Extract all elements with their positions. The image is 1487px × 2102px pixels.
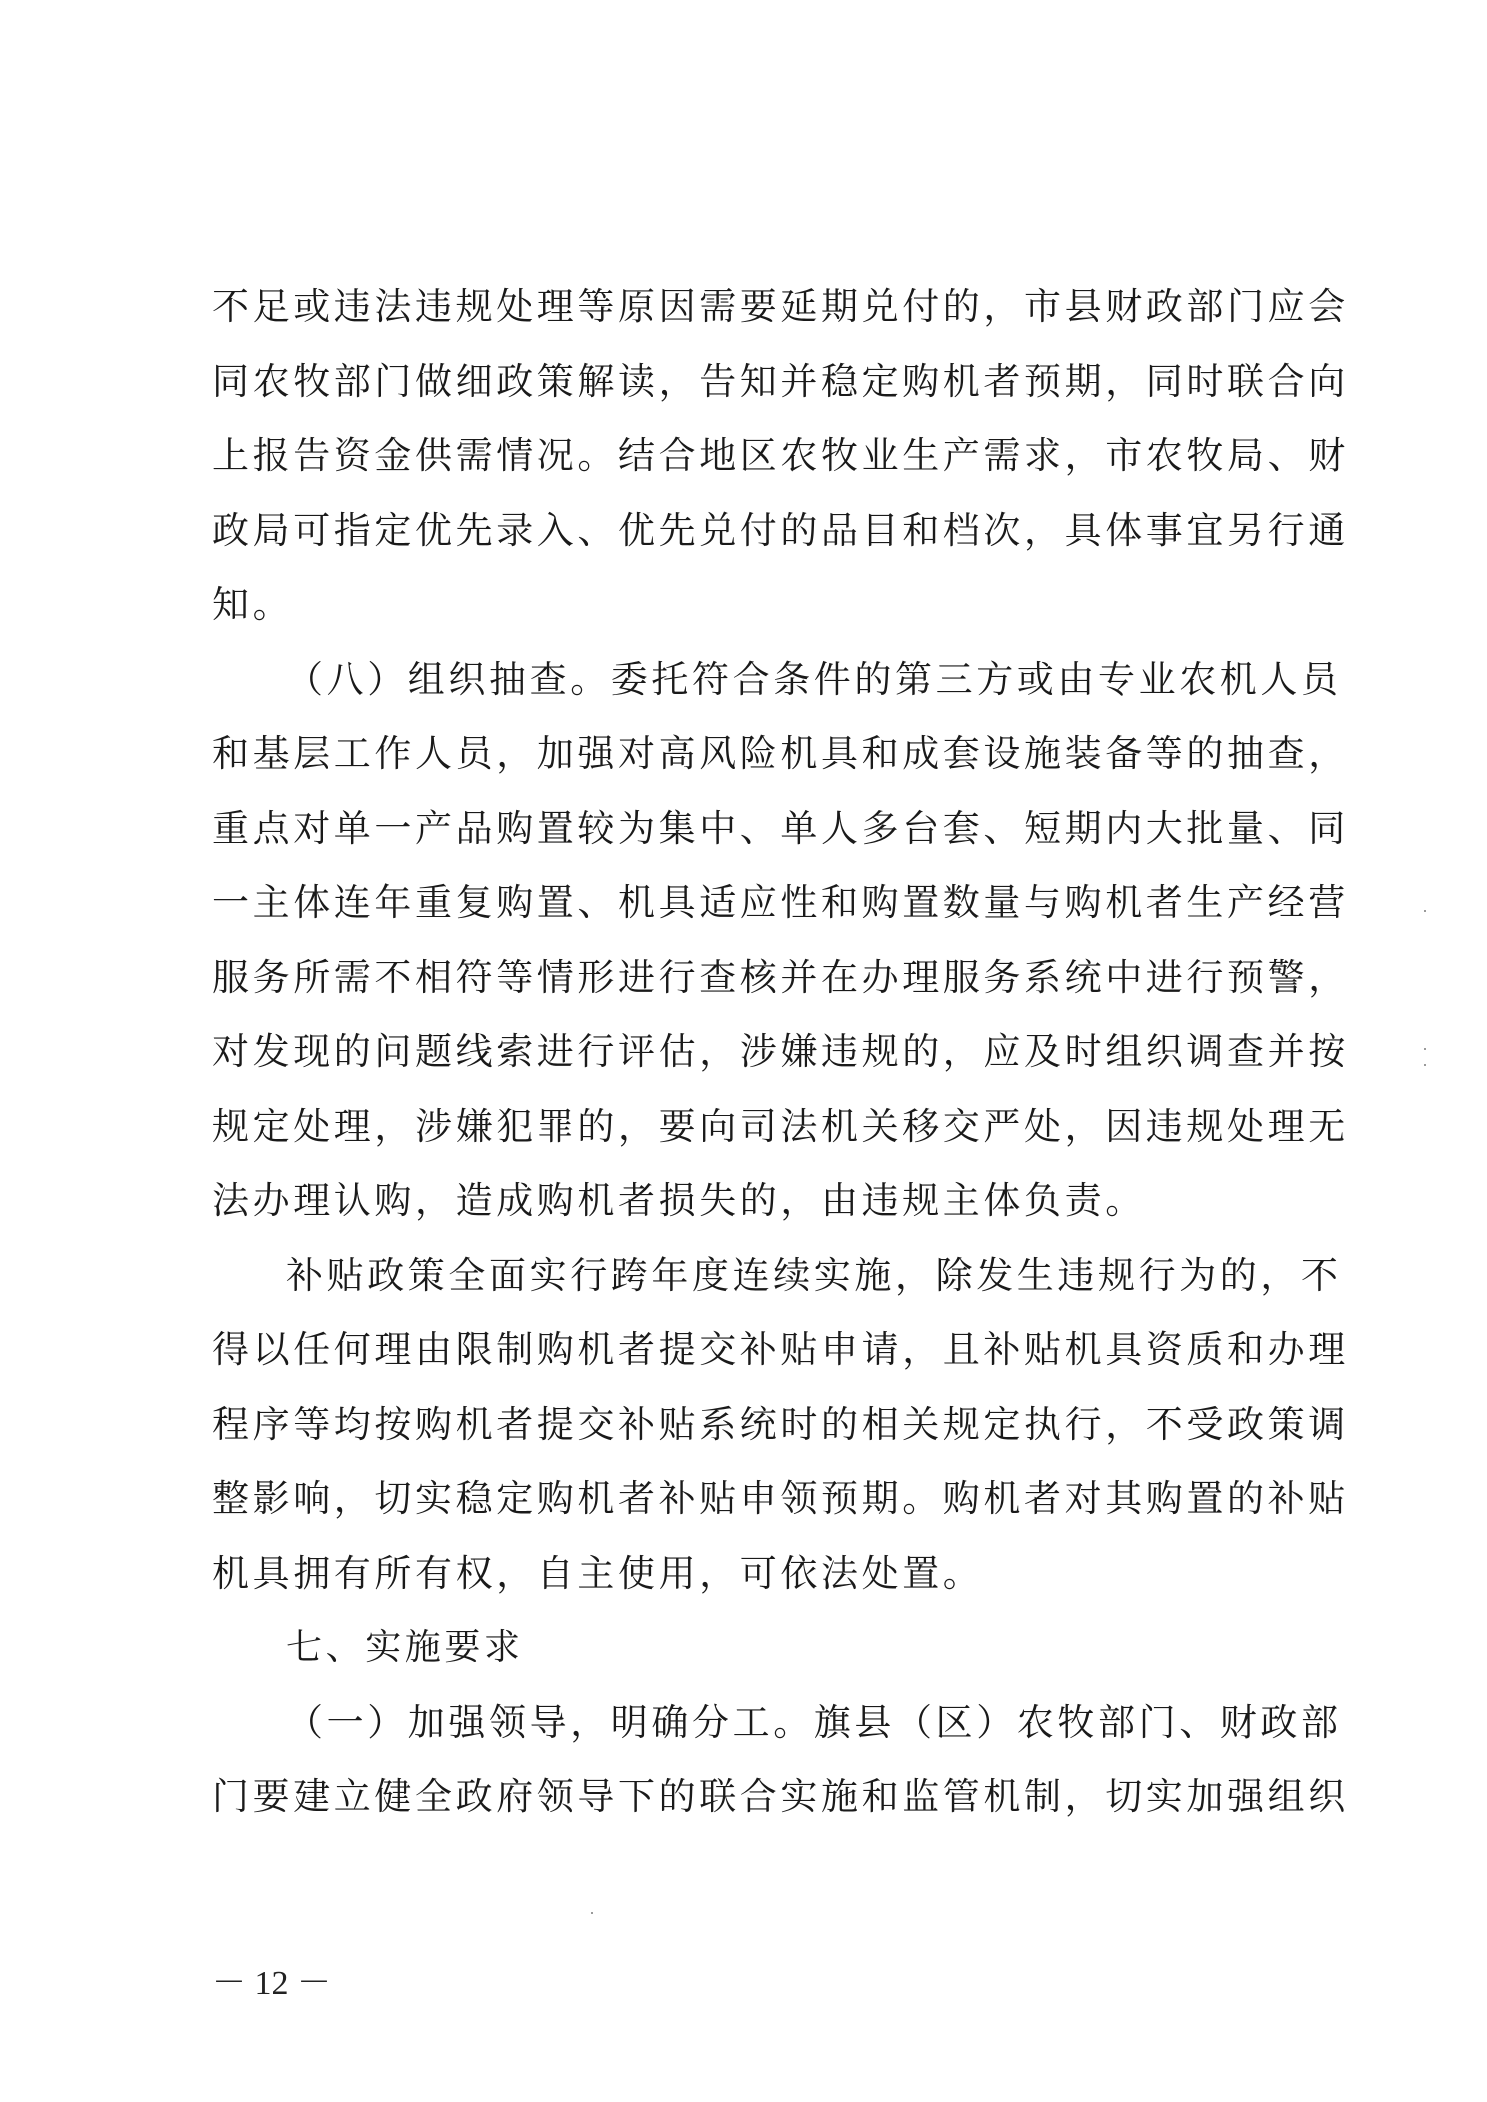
text-line: 门要建立健全政府领导下的联合实施和监管机制，切实加强组织 (212, 1775, 1349, 1818)
text-line: 机具拥有所有权，自主使用，可依法处置。 (212, 1551, 984, 1595)
text-line: 知。 (212, 583, 294, 626)
text-line: 程序等均按购机者提交补贴系统时的相关规定执行，不受政策调 (212, 1402, 1349, 1446)
text-line: 规定处理，涉嫌犯罪的，要向司法机关移交严处，因违规处理无 (212, 1104, 1349, 1148)
text-line: 对发现的问题线索进行评估，涉嫌违规的，应及时组织调查并按 (212, 1030, 1349, 1073)
page-number: － 12 － (212, 1965, 331, 2002)
text-line: 重点对单一产品购置较为集中、单人多台套、短期内大批量、同 (212, 806, 1349, 850)
text-line: 和基层工作人员，加强对高风险机具和成套设施装备等的抽查， (212, 732, 1349, 775)
text-line: 整影响，切实稳定购机者补贴申领预期。购机者对其购置的补贴 (212, 1477, 1349, 1520)
scan-speck (591, 1912, 593, 1914)
section-heading: 七、实施要求 (286, 1627, 524, 1668)
text-line: 政局可指定优先录入、优先兑付的品目和档次，具体事宜另行通 (212, 508, 1349, 552)
text-line: 得以任何理由限制购机者提交补贴申请，且补贴机具资质和办理 (212, 1328, 1349, 1371)
text-line: 同农牧部门做细政策解读，告知并稳定购机者预期，同时联合向 (212, 359, 1349, 403)
text-line: 法办理认购，造成购机者损失的，由违规主体负责。 (212, 1179, 1146, 1222)
scan-speck (1424, 1048, 1426, 1050)
text-line: 上报告资金供需情况。结合地区农牧业生产需求，市农牧局、财 (212, 434, 1349, 477)
paragraph-start-line: 补贴政策全面实行跨年度连续实施，除发生违规行为的，不 (286, 1253, 1342, 1297)
scan-speck (1424, 1064, 1426, 1066)
text-line: 不足或违法违规处理等原因需要延期兑付的，市县财政部门应会 (212, 285, 1349, 328)
document-body (212, 270, 1349, 1835)
paragraph-start-line: （八）组织抽查。委托符合条件的第三方或由专业农机人员 (286, 657, 1342, 701)
text-line: 服务所需不相符等情形进行查核并在办理服务系统中进行预警， (212, 955, 1349, 999)
scan-speck (1424, 910, 1426, 912)
paragraph-start-line: （一）加强领导，明确分工。旗县（区）农牧部门、财政部 (286, 1700, 1342, 1744)
text-line: 一主体连年重复购置、机具适应性和购置数量与购机者生产经营 (212, 881, 1349, 924)
